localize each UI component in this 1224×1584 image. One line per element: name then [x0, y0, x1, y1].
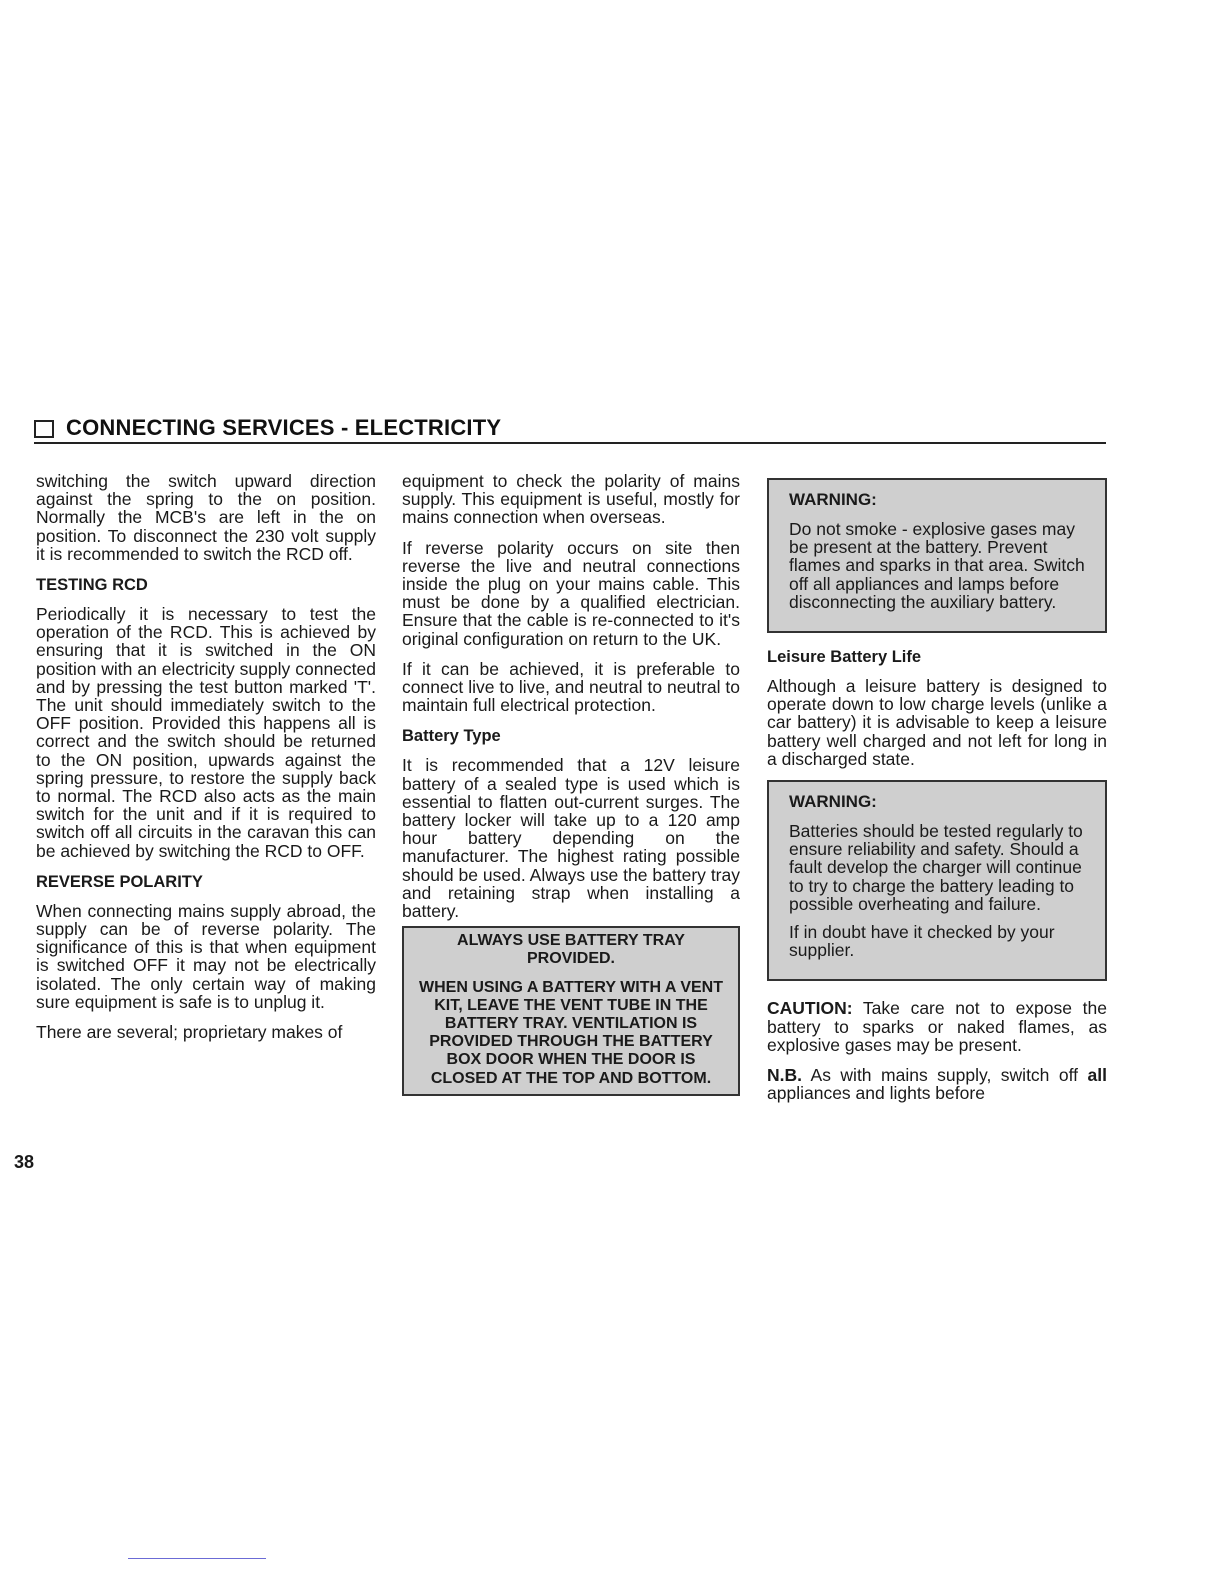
warning-box-testing — [767, 780, 1107, 981]
tray-notice-line1: ALWAYS USE BATTERY TRAY PROVIDED. — [457, 932, 685, 968]
section-header — [34, 414, 1106, 444]
page-number: 38 — [14, 1152, 35, 1172]
footer-rule — [128, 1558, 266, 1559]
warning-box-smoke — [767, 478, 1107, 633]
testing-rcd-paragraph: Periodically it is necessary to test the operation of the RCD. This is achieved by ensuring that it is switched in the ON position with an electricity supply connected and by pressing the test button marked 'T'. The unit should immediately switch to the OFF position. Provided this happens all is correct and the switch should be returned to the ON position, upwards against the spring pressure, to restore the supply back to normal. The RCD also acts as the main switch for the unit and if it is required to switch off all circuits in the caravan this can be achieved by switching the RCD to OFF. — [36, 604, 376, 861]
intro-paragraph: switching the switch upward direction against the spring to the on position. Normally the MCB's are left in the on position. To disconnect the 230 volt supply it is recommended to switch the RCD off. — [36, 471, 376, 564]
caution-label: CAUTION: — [767, 998, 853, 1019]
warning-text-2a: Batteries should be tested regularly to ensure reliability and safety. Should a fault develop the charger will continue to try to charge the battery leading to possible overheating and failure. — [789, 821, 1083, 914]
warning-title-2: WARNING: — [789, 792, 877, 812]
nb-paragraph — [767, 1066, 1107, 1102]
battery-type-paragraph: It is recommended that a 12V leisure battery of a sealed type is used which is essential to flatten out-current surges. The battery locker will take up to a 120 amp hour battery depending on the manufacturer. The highest rating possible should be used. Always use the battery tray and retaining strap when installing a battery. — [402, 755, 740, 922]
nb-text-b: appliances and lights before — [767, 1083, 985, 1104]
nb-label: N.B. — [767, 1065, 802, 1086]
reverse-polarity-paragraph: When connecting mains supply abroad, the supply can be of reverse polarity. The significance of this is that when equipment is switched OFF it may not be electrically isolated. The only certain way of making sure equipment is safe is to unplug it. — [36, 900, 376, 1012]
warning-text: Do not smoke - explosive gases may be present at the battery. Prevent flames and sparks in that area. Switch off all appliances and lamps before disconnecting the auxiliary battery. — [789, 519, 1085, 612]
warning-title: WARNING: — [789, 490, 877, 509]
column-left — [36, 472, 376, 1053]
column-right — [767, 472, 1107, 1114]
leisure-battery-heading: Leisure Battery Life — [767, 648, 922, 667]
nb-bold-all: all — [1087, 1065, 1107, 1086]
battery-tray-notice-box — [402, 926, 740, 1096]
caution-paragraph — [767, 999, 1107, 1054]
column-middle — [402, 472, 740, 1096]
reverse-polarity-heading: REVERSE POLARITY — [36, 872, 203, 891]
leisure-battery-paragraph: Although a leisure battery is designed to operate down to low charge levels (unlike a car battery) it is advisable to keep a leisure battery well charged and not left for long in a discharged state. — [767, 676, 1107, 769]
checkbox-square-icon — [34, 420, 54, 438]
warning-text-2b: If in doubt have it checked by your supplier. — [789, 922, 1055, 961]
reverse-occurs-paragraph: If reverse polarity occurs on site then reverse the live and neutral connections inside the plug on your mains cable. This must be done by a qualified electrician. Ensure that the cable is re-connected to it's original configuration on return to the UK. — [402, 537, 740, 649]
caution-text: Take care not to expose the battery to sparks or naked flames, as explosive gases may be present. — [767, 998, 1108, 1055]
battery-type-heading: Battery Type — [402, 727, 501, 746]
live-to-live-paragraph: If it can be achieved, it is preferable to connect live to live, and neutral to neutral to maintain full electrical protection. — [402, 658, 740, 716]
proprietary-makes-paragraph: There are several; proprietary makes of — [36, 1022, 343, 1043]
nb-text-a: As with mains supply, switch off — [810, 1065, 1079, 1086]
section-title: CONNECTING SERVICES - ELECTRICITY — [66, 415, 502, 440]
equipment-paragraph: equipment to check the polarity of mains supply. This equipment is useful, mostly for mains connection when overseas. — [402, 471, 740, 528]
tray-notice-line2: WHEN USING A BATTERY WITH A VENT KIT, LEAVE THE VENT TUBE IN THE BATTERY TRAY. VENTILATION IS PROVIDED THROUGH THE BATTERY BOX DOOR WHEN THE DOOR IS CLOSED AT THE TOP AND BOTTOM. — [419, 978, 723, 1087]
testing-rcd-heading: TESTING RCD — [36, 576, 148, 595]
